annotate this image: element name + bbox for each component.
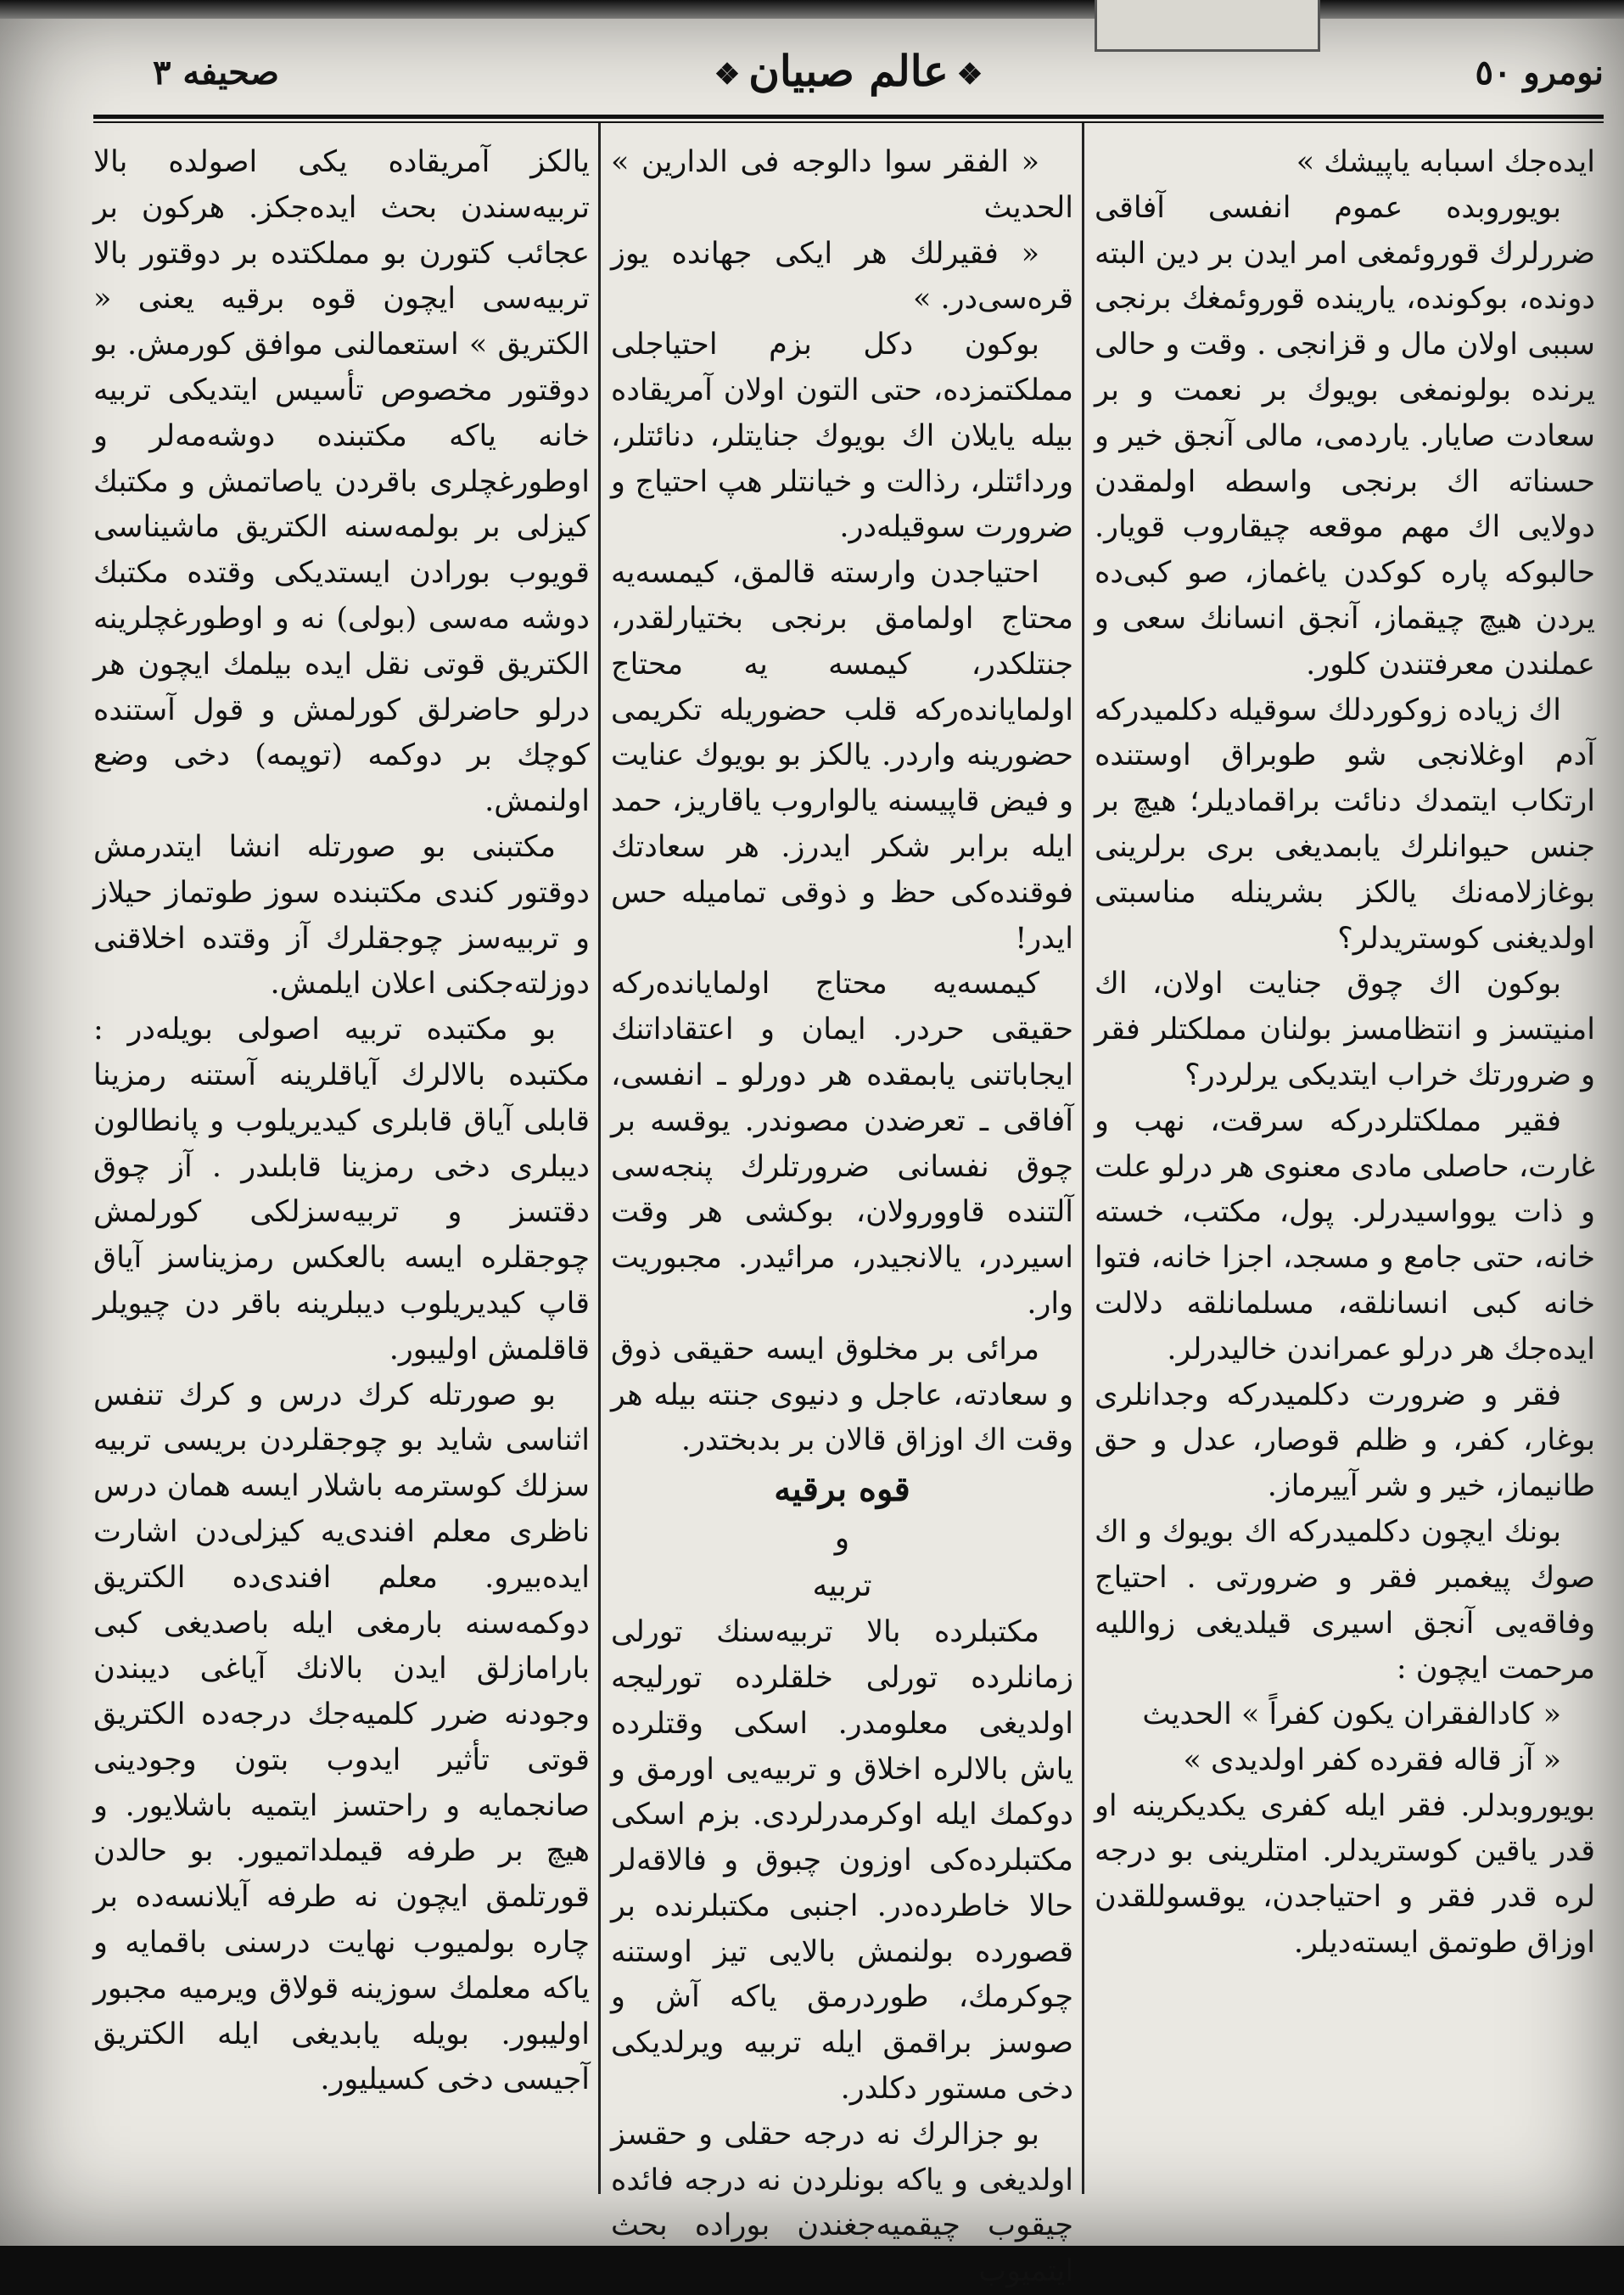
title-text: عالم صبيان (748, 46, 949, 96)
column-divider (598, 123, 601, 2194)
paragraph: مرائى بر مخلوق ايسه حقيقى ذوق و سعادته، عاجل و دنيوى جنته بيله هر وقت اك اوزاق قالان بر بدبختدر. (611, 1332, 1073, 1458)
paragraph: بو جزالرك نه درجه حقلى و حقسز اولديغى و ياكه بونلردن نه درجه فائده چيقوب چيقميه‌جغندن بوراده بحث ايتميوب (611, 2117, 1073, 2289)
paragraph: اك زياده زوكوردلك سوقيله دكلميدركه آدم اوغلانجى شو طوبراق اوستنده ارتكاب ايتمدك دنائت براقماديلر؛ هيچ بر جنس حيوانلرك يابمديغى برى برلرينى بوغازلامه‌نك يالكز بشرينله مناسبتى اولديغنى كوستريدلر؟ (1095, 693, 1595, 956)
paragraph: بويوروبده عموم انفسى آفاقى ضررلرك قوروئمغى امر ايدن بر دين البته دونده، بوكونده، يارينده قوروئمغك برنجى سببى اولان مال و قزانجى . وقت و حالى يرنده بولونمغى بويوك بر نعمت و بر سعادت صايار. ياردمى، مالى آنجق خير و حسناته اك برنجى واسطه اولمقدن دولايى اك مهم موقعه چيقاروب قويار. حالبوكه پاره كوكدن ياغماز، صو كبى‌ده يردن هيچ چيقماز، آنجق انسانك سعى و عملندن معرفتندن كلور. (1095, 190, 1595, 682)
ornament-icon: ❖ (956, 58, 983, 92)
archive-stamp (1095, 0, 1320, 52)
article-heading-conjunction: و (834, 1521, 850, 1557)
column-left (93, 140, 590, 2194)
header-rule-thin (93, 121, 1604, 123)
issue-number: نومرو ٥٠ (1475, 53, 1604, 93)
paragraph: مكتبنى بو صورتله انشا ايتدرمش دوقتور كندى مكتبنده سوز طوتماز حيلاز و تربيه‌سز چوجقلرك آز وقتده اخلاقنى دوزلته‌جكنى اعلان ايلمش. (93, 829, 590, 1002)
column-middle (611, 140, 1073, 2289)
hadith-quote: « الفقر سوا دالوجه فى الدارين » الحديث (611, 145, 1073, 225)
paragraph: بونك ايچون دكلميدركه اك بويوك و اك صوك پيغمبر فقر و ضرورتى . احتياج وفاقه‌يى آنجق اسيرى قيلديغى زوالليه مرحمت ايچون : (1095, 1514, 1595, 1686)
paragraph: بوكون اك چوق جنايت اولان، اك امنيتسز و انتظامسز بولنان مملكتلر فقر و ضرورتك خراب ايتديكى يرلردر؟ (1095, 967, 1595, 1092)
paragraph: فقر و ضرورت دكلميدركه وجدانلرى بوغار، كفر، و ظلم قوصار، عدل و حق طانيماز، خير و شر آييرماز. (1095, 1378, 1595, 1504)
ornament-icon: ❖ (714, 58, 741, 92)
paragraph: احتياجدن وارسته قالمق، كيمسه‌يه محتاج اولمامق برنجى بختيارلقدر، جنتلكدر، كيمسه يه محتاج اولمايانده‌ركه قلب حضوريله تكريمى حضورينه واردر. يالكز بو بويوك عنايت و فيض قاپيسنه يالواروب ياقاريز، حمد ايله برابر شكر ايدرز. هر سعادتك فوقنده‌كى حظ و ذوقى تماميله حس ايدر! (611, 556, 1073, 956)
paragraph: بوكون دكل بزم احتياجلى مملكتمزده، حتى التون اولان آمريقاده بيله يايلان اك بويوك جنايتلر، دنائتلر، وردائتلر، رذالت و خيانتلر هپ احتياج و ضرورت سوقيله‌در. (611, 328, 1073, 545)
paragraph: بويوروبدلر. فقر ايله كفرى يكديكرينه او قدر ياقين كوستريدلر. امتلرينى بو درجه لره قدر فقر و احتياجدن، يوقسوللقدن اوزاق طوتمق ايسته‌ديلر. (1095, 1788, 1595, 1961)
page-number: صحيفه ٣ (153, 53, 279, 93)
paragraph: ايده‌جك اسبابه ياپيشك » (1296, 145, 1595, 179)
paragraph: بو مكتبده تربيه اصولى بويله‌در : مكتبده بالالرك آياقلرينه آستنه رمزينا قابلى آياق قابلرى كيديريلوب و پانطالون ديبلرى دخى رمزينا قابلىدر . آز چوق دقتسز و تربيه‌سزلكى كورلمش چوجقلره ايسه بالعكس رمزيناسز آياق قاپ كيديريلوب ديبلرينه باقر دن چيويلر قاقلمش اوليبور. (93, 1013, 590, 1366)
hadith-quote: « كادالفقران يكون كفراً » الحديث (1142, 1697, 1561, 1732)
column-right (1095, 140, 1595, 2194)
paragraph: مكتبلرده بالا تربيه‌سنك تورلى زمانلرده تورلى خلقلرده تورليجه اولديغى معلومدر. اسكى وقتلرده ياش بالالره اخلاق و تربيه‌يى اورمق و دوكمك ايله اوكرمدرلردى. بزم اسكى مكتبلرده‌كى اوزون چبوق و فالاقه‌لر حالا خاطرده‌در. اجنبى مكتبلرنده بر قصورده بولنمش بالايى تيز اوستنه چوكرمك، طوردرمق ياكه آش و صوسز براقمق ايله تربيه ويرلديكى دخى مستور دكلدر. (611, 1615, 1073, 2107)
paragraph: بو صورتله كرك درس و كرك تنفس اثناسى شايد بو چوجقلردن بريسى تربيه سزلك كوسترمه باشلار ايسه همان درس ناظرى معلم افندى‌يه كيزلى‌دن اشارت ايده‌بيرو. معلم افندى‌ده الكتريق دوكمه‌سنه بارمغى ايله باصديغى كبى بارامازلق ايدن بالانك آياغى ديبندن وجودنه ضرر كلميه‌جك درجه‌ده الكتريق قوتى تأثير ايدوب بتون وجودينى صانجمايه و راحتسز ايتميه باشلايور. و هيچ بر طرفه قيملداتميور. بو حالدن قورتلمق ايچون نه طرفه آيلانسه‌ده بر چاره بولميوب نهايت درسنى باقمايه و ياكه معلمك سوزينه قولاق ويرميه مجبور اوليبور. بويله يابديغى ايله الكتريق آجيسى دخى كسيليور. (93, 1378, 590, 2097)
article-heading: قوه برقيه (774, 1469, 910, 1510)
paragraph: يالكز آمريقاده يكى اصولده بالا تربيه‌سندن بحث ايده‌جكز. هركون بر عجائب كتورن بو مملكتده بر دوقتور بالا تربيه‌سى ايچون قوه برقيه يعنى « الكتريق » استعمالنى موافق كورمش. بو دوقتور مخصوص تأسيس ايتديكى تربيه خانه ياكه مكتبنده دوشه‌مه‌لر و اوطورغچلرى باقردن ياصاتمش و مكتبك كيزلى بر بولمه‌سنه الكتريق ماشيناسى قويوب بورادن ايستديكى وقتده مكتبك دوشه مه‌سى (بولى) نه و اوطورغچلرينه الكتريق قوتى نقل ايده بيلمك ايچون هر درلو حاضرلق كورلمش و قول آستنده كوچك بر دوكمه (توپمه) دخى وضع اولنمش. (93, 145, 590, 819)
header-rule (93, 115, 1604, 119)
hadith-translation: « آز قاله فقرده كفر اولديدى » (1183, 1742, 1561, 1777)
paragraph: فقير مملكتلردركه سرقت، نهب و غارت، حاصلى مادى معنوى هر درلو علت و ذات يوواسيدرلر. پول، مكتب، خسته خانه، حتى جامع و مسجد، اجزا خانه، فتوا خانه كبى انسانلقه، مسلمانلقه دلالت ايده‌جك هر درلو عمراندن خاليدرلر. (1095, 1103, 1595, 1366)
article-subheading: تربيه (812, 1568, 872, 1604)
paragraph: كيمسه‌يه محتاج اولمايانده‌ركه حقيقى حردر. ايمان و اعتقاداتنك ايجاباتنى يابمقده هر دورلو ـ انفسى، آفاقى ـ تعرضدن مصوندر. يوقسه بر چوق نفسانى ضرورتلرك پنجه‌سى آلتنده قاوورولان، بوكشى هر وقت اسيردر، يالانجيدر، مرائيدر. مجبوريت وار. (611, 967, 1073, 1321)
column-divider (1082, 123, 1084, 2194)
newspaper-title (706, 46, 992, 96)
scan-edge (0, 0, 1624, 19)
hadith-translation: « فقيرلك هر ايكى جهانده يوز قره‌سى‌در. » (611, 236, 1073, 317)
